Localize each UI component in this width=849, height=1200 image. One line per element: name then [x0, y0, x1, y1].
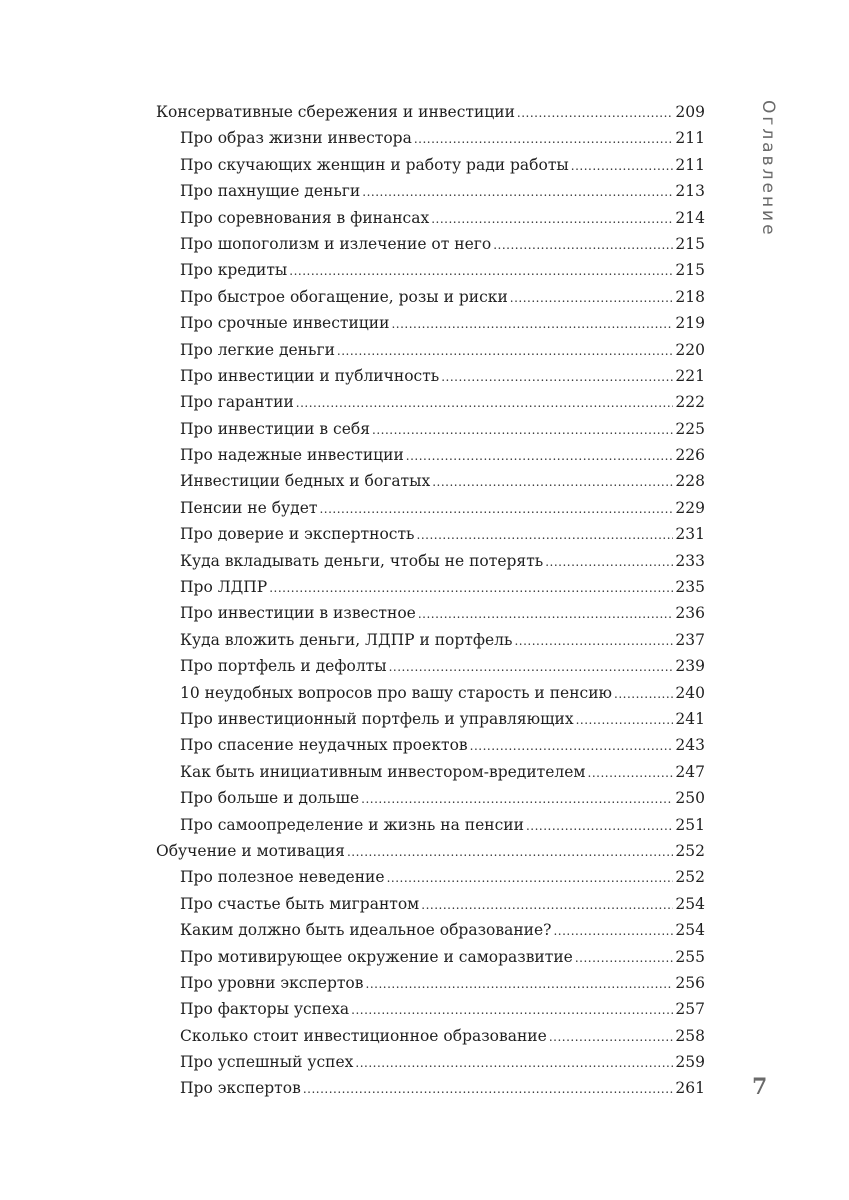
toc-entry-page: 213 — [675, 182, 705, 201]
toc-entry-title: Каким должно быть идеальное образование? — [180, 921, 552, 940]
toc-entry-page: 254 — [675, 921, 705, 940]
toc-entry — [156, 785, 705, 811]
toc-entry-page: 254 — [675, 894, 705, 913]
toc-entry — [156, 732, 705, 758]
toc-entry-page: 228 — [675, 472, 705, 491]
toc-entry-page: 221 — [675, 366, 705, 385]
toc-entry — [156, 627, 705, 653]
toc-entry — [156, 125, 705, 151]
page-number: 7 — [752, 1074, 768, 1100]
toc-entry-title: Про кредиты — [180, 261, 288, 280]
toc-entry-page: 240 — [675, 683, 705, 702]
dot-leader — [355, 1050, 673, 1076]
toc-entry-page: 256 — [675, 973, 705, 992]
toc-entry — [156, 548, 705, 574]
toc-entry-page: 258 — [675, 1026, 705, 1045]
toc-entry-title: Про соревнования в финансах — [180, 208, 430, 227]
toc-entry-title: Про образ жизни инвестора — [180, 129, 412, 148]
toc-entry — [156, 812, 705, 838]
toc-entry-page: 220 — [675, 340, 705, 359]
toc-entry — [156, 917, 705, 943]
toc-entry-title: Про ЛДПР — [180, 578, 268, 597]
toc-entry — [156, 1049, 705, 1075]
toc-entry-title: Про гарантии — [180, 393, 294, 412]
toc-entry-page: 259 — [675, 1053, 705, 1072]
toc-entry-page: 211 — [675, 129, 705, 148]
toc-entry-title: Про пахнущие деньги — [180, 182, 361, 201]
toc-entry-page: 209 — [675, 103, 705, 121]
toc-entry-page: 215 — [675, 261, 705, 280]
toc-entry-title: Про счастье быть мигрантом — [180, 894, 420, 913]
toc-entry-title: Про инвестиционный портфель и управляющих — [180, 709, 574, 728]
running-header-title: Оглавление — [758, 100, 778, 238]
toc-entry — [156, 1023, 705, 1049]
dot-leader — [431, 206, 673, 232]
toc-entry — [156, 864, 705, 890]
toc-entry-page: 215 — [675, 234, 705, 253]
toc-entry-title: Про самоопределение и жизнь на пенсии — [180, 815, 524, 834]
dot-leader — [362, 179, 673, 205]
toc-entry-page: 252 — [675, 841, 705, 860]
table-of-contents — [156, 99, 705, 1102]
toc-entry-title: Как быть инициативным инвестором-вредителем — [180, 762, 586, 781]
dot-leader — [441, 364, 673, 390]
toc-entry-title: Про инвестиции в себя — [180, 419, 371, 438]
toc-entry-page: 252 — [675, 868, 705, 887]
toc-entry-title: Про успешный успех — [180, 1053, 354, 1072]
toc-entry — [156, 257, 705, 283]
toc-entry-page: 247 — [675, 762, 705, 781]
toc-entry-page: 257 — [675, 1000, 705, 1019]
dot-leader — [319, 496, 673, 522]
toc-entry-page: 236 — [675, 604, 705, 623]
toc-entry-title: Сколько стоит инвестиционное образование — [180, 1026, 547, 1045]
dot-leader — [517, 100, 673, 126]
toc-entry — [156, 310, 705, 336]
toc-entry-page: 255 — [675, 947, 705, 966]
dot-leader — [514, 628, 673, 654]
toc-entry — [156, 600, 705, 626]
toc-entry — [156, 891, 705, 917]
toc-entry — [156, 178, 705, 204]
toc-entry-title: Про факторы успеха — [180, 1000, 350, 1019]
dot-leader — [347, 839, 673, 865]
dot-leader — [269, 575, 673, 601]
toc-entry-page: 233 — [675, 551, 705, 570]
toc-entry-title: Про мотивирующее окружение и саморазвитие — [180, 947, 573, 966]
toc-entry-title: Про легкие деньги — [180, 340, 335, 359]
dot-leader — [289, 258, 673, 284]
toc-entry-page: 231 — [675, 525, 705, 544]
dot-leader — [372, 417, 673, 443]
dot-leader — [576, 707, 674, 733]
dot-leader — [361, 786, 673, 812]
dot-leader — [549, 1024, 674, 1050]
toc-entry — [156, 996, 705, 1022]
toc-entry — [156, 205, 705, 231]
dot-leader — [387, 865, 674, 891]
toc-entry-title: Про инвестиции в известное — [180, 604, 416, 623]
toc-entry — [156, 680, 705, 706]
dot-leader — [571, 153, 674, 179]
toc-entry-page: 243 — [675, 736, 705, 755]
toc-entry-title: Про спасение неудачных проектов — [180, 736, 468, 755]
toc-entry-title: Инвестиции бедных и богатых — [180, 472, 431, 491]
toc-entry — [156, 389, 705, 415]
toc-section-entry — [156, 838, 705, 864]
toc-entry — [156, 442, 705, 468]
toc-entry-page: 251 — [675, 815, 705, 834]
toc-entry — [156, 574, 705, 600]
toc-entry-page: 218 — [675, 287, 705, 306]
toc-entry — [156, 653, 705, 679]
toc-entry — [156, 970, 705, 996]
dot-leader — [406, 443, 674, 469]
dot-leader — [470, 733, 674, 759]
toc-entry-page: 222 — [675, 393, 705, 412]
dot-leader — [575, 945, 674, 971]
toc-entry-title: Про уровни экспертов — [180, 973, 364, 992]
dot-leader — [418, 601, 674, 627]
toc-entry — [156, 468, 705, 494]
toc-entry-title: Про быстрое обогащение, розы и риски — [180, 287, 508, 306]
toc-entry — [156, 416, 705, 442]
toc-entry-title: Обучение и мотивация — [156, 841, 345, 860]
toc-entry-title: Консервативные сбережения и инвестиции — [156, 103, 515, 121]
toc-entry-title: Про портфель и дефолты — [180, 657, 387, 676]
dot-leader — [421, 892, 673, 918]
toc-entry-title: Куда вкладывать деньги, чтобы не потерять — [180, 551, 544, 570]
toc-entry-page: 261 — [675, 1079, 705, 1098]
toc-entry-title: 10 неудобных вопросов про вашу старость и пенсию — [180, 683, 613, 702]
toc-entry-page: 219 — [675, 314, 705, 333]
toc-entry-title: Про полезное неведение — [180, 868, 385, 887]
toc-entry-page: 226 — [675, 446, 705, 465]
dot-leader — [366, 971, 674, 997]
dot-leader — [510, 285, 674, 311]
toc-entry-title: Про шопоголизм и излечение от него — [180, 234, 492, 253]
toc-entry-page: 239 — [675, 657, 705, 676]
toc-entry — [156, 152, 705, 178]
dot-leader — [414, 126, 674, 152]
dot-leader — [389, 654, 674, 680]
dot-leader — [303, 1076, 674, 1102]
toc-entry-title: Про больше и дольше — [180, 789, 360, 808]
toc-entry-title: Куда вложить деньги, ЛДПР и портфель — [180, 630, 513, 649]
toc-entry — [156, 363, 705, 389]
toc-entry — [156, 1075, 705, 1101]
toc-entry — [156, 231, 705, 257]
toc-entry-page: 235 — [675, 578, 705, 597]
toc-entry-page: 250 — [675, 789, 705, 808]
toc-entry-title: Про инвестиции и публичность — [180, 366, 440, 385]
dot-leader — [545, 549, 673, 575]
toc-entry-title: Про надежные инвестиции — [180, 446, 404, 465]
toc-section-entry — [156, 99, 705, 125]
dot-leader — [553, 918, 673, 944]
toc-entry-title: Пенсии не будет — [180, 498, 318, 517]
dot-leader — [296, 390, 674, 416]
toc-entry-title: Про доверие и экспертность — [180, 525, 415, 544]
toc-entry-page: 214 — [675, 208, 705, 227]
toc-entry — [156, 706, 705, 732]
dot-leader — [614, 681, 673, 707]
dot-leader — [391, 311, 673, 337]
toc-entry-page: 225 — [675, 419, 705, 438]
dot-leader — [337, 338, 674, 364]
toc-entry-page: 211 — [675, 155, 705, 174]
toc-entry-page: 241 — [675, 709, 705, 728]
toc-entry — [156, 759, 705, 785]
dot-leader — [493, 232, 673, 258]
toc-entry-title: Про скучающих женщин и работу ради работы — [180, 155, 569, 174]
toc-entry — [156, 495, 705, 521]
toc-entry-page: 237 — [675, 630, 705, 649]
toc-entry-title: Про срочные инвестиции — [180, 314, 390, 333]
toc-entry-title: Про экспертов — [180, 1079, 301, 1098]
toc-entry-page: 229 — [675, 498, 705, 517]
dot-leader — [588, 760, 674, 786]
dot-leader — [432, 469, 673, 495]
toc-entry — [156, 284, 705, 310]
dot-leader — [351, 997, 673, 1023]
toc-entry — [156, 521, 705, 547]
toc-entry — [156, 944, 705, 970]
dot-leader — [417, 522, 674, 548]
toc-entry — [156, 337, 705, 363]
dot-leader — [526, 813, 673, 839]
